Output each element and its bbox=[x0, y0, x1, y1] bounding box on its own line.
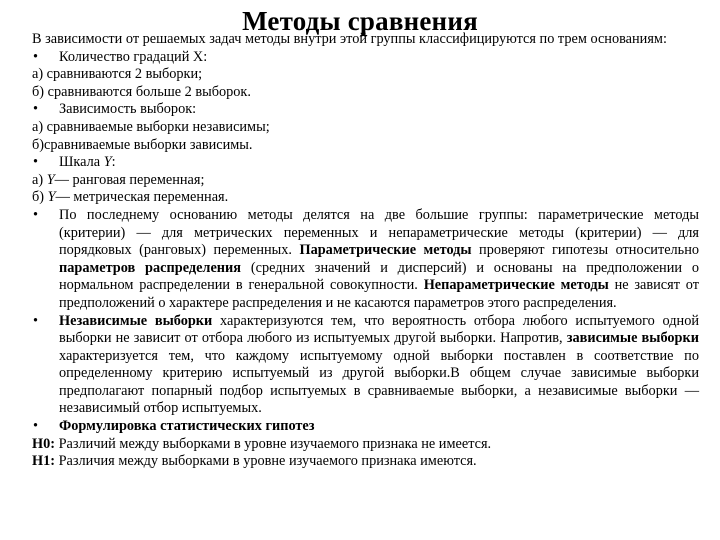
term-parametric: Параметрические методы bbox=[299, 242, 472, 259]
intro-paragraph: В зависимости от решаемых задач методы внутри этой группы классифицируются по трем основаниям: bbox=[32, 31, 667, 47]
criterion-2-label: Зависимость выборок: bbox=[59, 101, 197, 118]
h0-label: H0: bbox=[32, 435, 56, 452]
slide-body bbox=[32, 31, 699, 471]
term-independent-samples: Независимые выборки bbox=[59, 312, 213, 329]
bullet-icon: • bbox=[33, 206, 39, 223]
page-title: Методы сравнения bbox=[242, 6, 478, 36]
text: (средних значений и дисперсий) и основаны на предположении о нормальном распределении в генеральной совокупности. bbox=[59, 259, 699, 294]
hypotheses-label: Формулировка статистических гипотез bbox=[59, 418, 315, 435]
variable-y: Y bbox=[47, 189, 56, 206]
text: характеризуются тем, что вероятность отбора любого испытуемого одной выборки не зависит от отбора любого из испытуемых другой выборки. Напротив, bbox=[59, 312, 700, 347]
bullet-criterion-2 bbox=[32, 101, 699, 119]
term-dependent-samples: зависимые выборки bbox=[566, 330, 699, 347]
h0-text: Различий между выборками в уровне изучаемого признака не имеется. bbox=[55, 435, 492, 452]
bullet-icon: • bbox=[33, 154, 39, 171]
hypothesis-h1 bbox=[32, 453, 699, 471]
term-nonparametric: Непараметрические методы bbox=[423, 277, 609, 294]
bullet-criterion-1 bbox=[32, 49, 699, 67]
samples-paragraph bbox=[59, 313, 699, 419]
variable-y: Y bbox=[46, 171, 55, 188]
criterion-2-option-b: б)сравниваемые выборки зависимы. bbox=[32, 136, 253, 153]
option-prefix: б) bbox=[32, 189, 48, 206]
bullet-icon: • bbox=[33, 312, 39, 329]
bullet-hypotheses bbox=[32, 418, 699, 436]
bullet-groups bbox=[32, 207, 699, 313]
bullet-icon: • bbox=[33, 418, 39, 435]
bullet-icon: • bbox=[33, 48, 39, 65]
bullet-icon: • bbox=[33, 101, 39, 118]
h1-text: Различия между выборками в уровне изучаемого признака имеются. bbox=[55, 453, 477, 470]
text: не зависят от предположений о характере распределения и не касаются параметров этого распределения. bbox=[59, 277, 700, 311]
criterion-1-option-b: б) сравниваются больше 2 выборок. bbox=[32, 83, 251, 100]
variable-y: Y bbox=[103, 154, 112, 171]
option-prefix: а) bbox=[32, 171, 47, 188]
term-distribution-params: параметров распределения bbox=[59, 259, 242, 276]
criterion-3-label-colon: : bbox=[111, 154, 116, 171]
option-text: — метрическая переменная. bbox=[55, 189, 229, 206]
option-text: — ранговая переменная; bbox=[54, 171, 205, 188]
bullet-criterion-3 bbox=[32, 154, 699, 172]
bullet-samples bbox=[32, 313, 699, 419]
criterion-3-option-a bbox=[32, 172, 699, 190]
criterion-3-option-b bbox=[32, 189, 699, 207]
h1-label: H1: bbox=[32, 453, 56, 470]
criterion-1-option-a: а) сравниваются 2 выборки; bbox=[32, 66, 203, 83]
groups-paragraph bbox=[59, 207, 699, 313]
criterion-3-label-text: Шкала bbox=[59, 154, 104, 171]
text: проверяют гипотезы относительно bbox=[471, 242, 699, 259]
text: По последнему основанию методы делятся на две большие группы: параметрические методы (критерии) — для метрических переменных и непараметрические методы (критерии) — для порядковых (ранговых) переменных. bbox=[59, 206, 699, 259]
criterion-3-label bbox=[59, 154, 699, 172]
hypothesis-h0 bbox=[32, 436, 699, 454]
text: характеризуется тем, что каждому испытуемому одной выборки поставлен в соответствие по определенному критерию испытуемый из другой выборки.В общем случае зависимые выборки предполагают попарный подбор испытуемых в сравниваемые выборки, а независимые выборки — независимый отбор испытуемых. bbox=[59, 347, 699, 417]
criterion-1-label: Количество градаций X: bbox=[59, 48, 208, 65]
criterion-2-option-a: а) сравниваемые выборки независимы; bbox=[32, 118, 270, 135]
